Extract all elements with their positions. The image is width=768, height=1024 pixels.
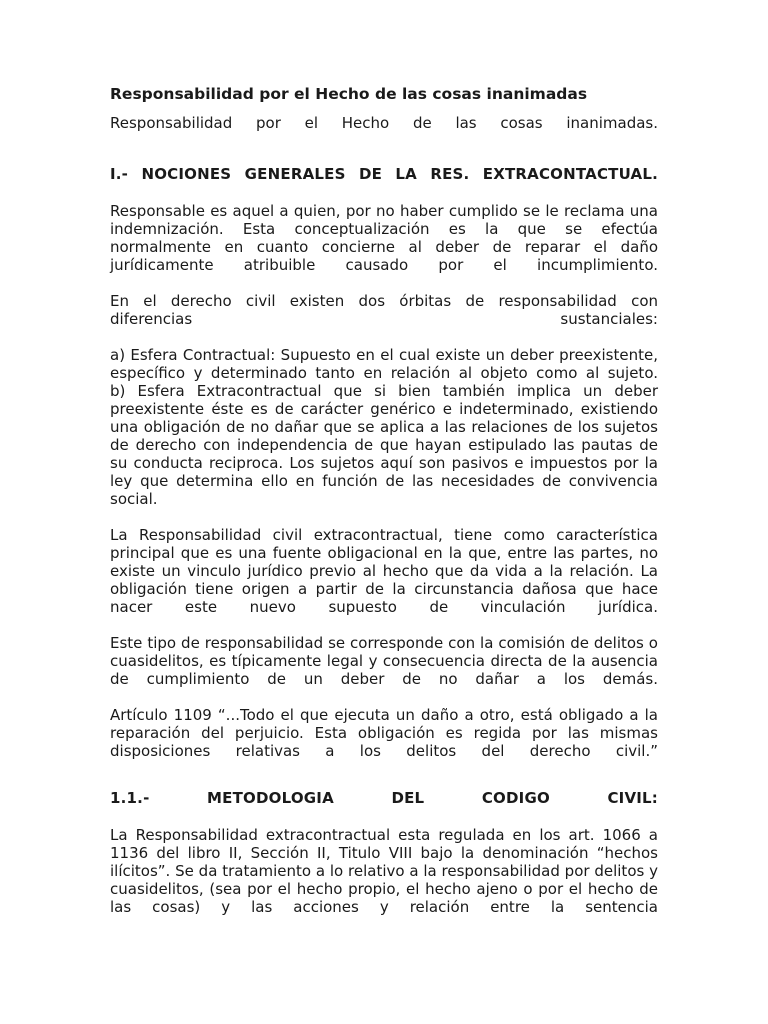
section-heading-nociones: I.- NOCIONES GENERALES DE LA RES. EXTRACONTACTUAL. [110,165,658,183]
document-title: Responsabilidad por el Hecho de las cosas inanimadas [110,85,588,103]
paragraph-responsable: Responsable es aquel a quien, por no haber cumplido se le reclama una indemnización. Esta conceptualización es la que se efectúa normalmente en cuanto concierne al deber de reparar el daño jurídicamente atribuible causado por el incumplimiento. [110,202,658,274]
section-heading-metodologia: 1.1.- METODOLOGIA DEL CODIGO CIVIL: [110,789,658,807]
paragraph-articulo-1109: Artículo 1109 “...Todo el que ejecuta un daño a otro, está obligado a la reparación del perjuicio. Esta obligación es regida por las mismas disposiciones relativas a los delitos del derecho civil.” [110,706,658,760]
paragraph-responsabilidad-civil: La Responsabilidad civil extracontractual, tiene como característica principal que es una fuente obligacional en la que, entre las partes, no existe un vinculo jurídico previo al hecho que da vida a la relación. La obligación tiene origen a partir de la circunstancia dañosa que hace nacer este nuevo supuesto de vinculación jurídica. [110,526,658,616]
paragraph-regulacion: La Responsabilidad extracontractual esta regulada en los art. 1066 a 1136 del libro II, Sección II, Titulo VIII bajo la denominación “hechos ilícitos”. Se da tratamiento a lo relativo a la responsabilidad por delitos y cuasidelitos, (sea por el hecho propio, el hecho ajeno o por el hecho de las cosas) y las acciones y relación entre la sentencia [110,826,658,916]
document-page [110,84,658,916]
paragraph-tipo-responsabilidad: Este tipo de responsabilidad se corresponde con la comisión de delitos o cuasidelitos, es típicamente legal y consecuencia directa de la ausencia de cumplimiento de un deber de no dañar a los demás. [110,634,658,688]
paragraph-esfera-extracontractual: b) Esfera Extracontractual que si bien también implica un deber preexistente éste es de carácter genérico e indeterminado, existiendo una obligación de no dañar que se aplica a las relaciones de los sujetos de derecho con independencia de que hayan estipulado las pautas de su conducta reciproca. Los sujetos aquí son pasivos e impuestos por la ley que determina ello en función de las necesidades de convivencia social. [110,382,658,508]
paragraph-orbitas: En el derecho civil existen dos órbitas de responsabilidad con diferencias sustanciales: [110,292,658,328]
paragraph-esfera-contractual: a) Esfera Contractual: Supuesto en el cual existe un deber preexistente, específico y determinado tanto en relación al objeto como al sujeto. [110,346,658,382]
document-subtitle: Responsabilidad por el Hecho de las cosas inanimadas. [110,114,658,132]
